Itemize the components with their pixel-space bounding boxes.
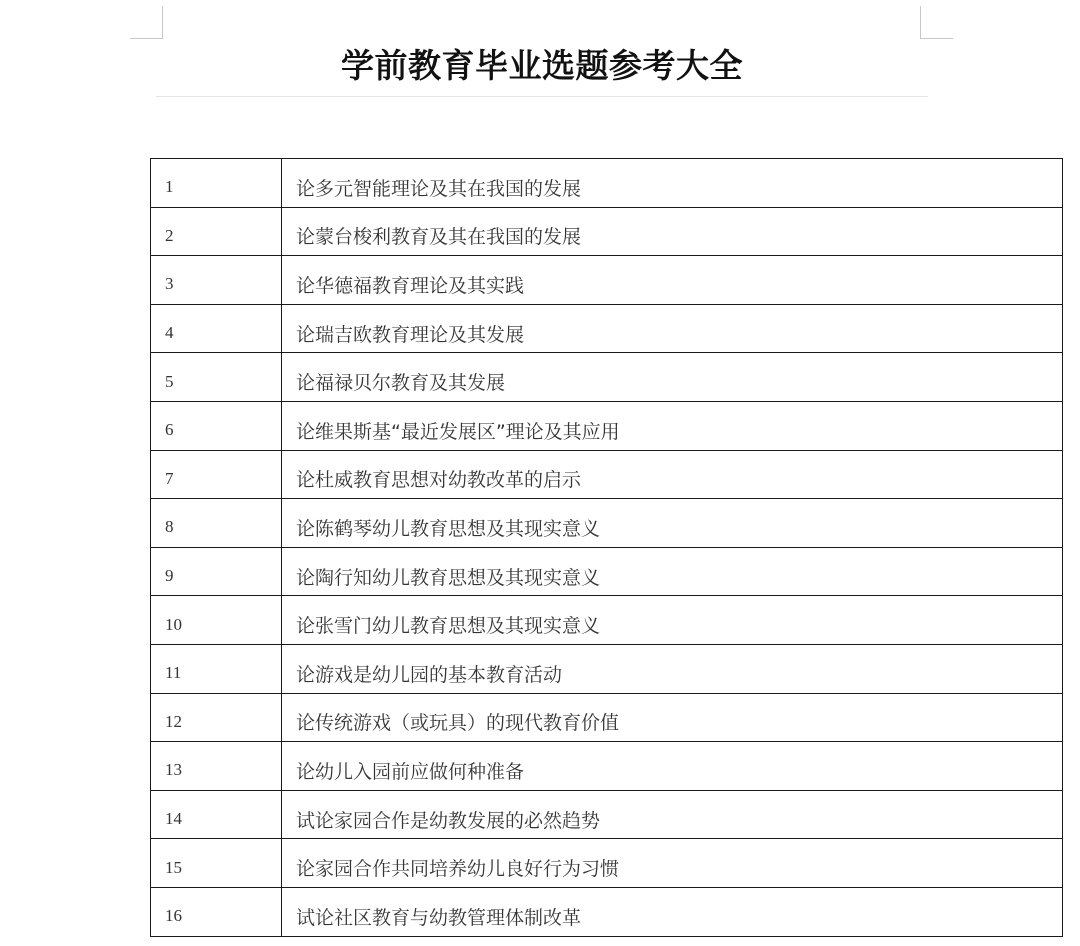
topic-number[interactable]: 8 bbox=[151, 499, 282, 548]
topic-title[interactable]: 论瑞吉欧教育理论及其发展 bbox=[282, 304, 1063, 353]
topic-title[interactable]: 试论家园合作是幼教发展的必然趋势 bbox=[282, 790, 1063, 839]
table-row bbox=[151, 644, 1063, 693]
table-row bbox=[151, 499, 1063, 548]
topic-title[interactable]: 论陈鹤琴幼儿教育思想及其现实意义 bbox=[282, 499, 1063, 548]
topic-number[interactable]: 16 bbox=[151, 887, 282, 936]
table-row bbox=[151, 304, 1063, 353]
table-row bbox=[151, 547, 1063, 596]
topic-title[interactable]: 试论社区教育与幼教管理体制改革 bbox=[282, 887, 1063, 936]
table-row bbox=[151, 596, 1063, 645]
topic-number[interactable]: 2 bbox=[151, 207, 282, 256]
title-divider bbox=[156, 96, 928, 97]
page-corner-mark-top-left bbox=[130, 6, 163, 39]
topic-title[interactable]: 论维果斯基“最近发展区”理论及其应用 bbox=[282, 401, 1063, 450]
topic-title[interactable]: 论陶行知幼儿教育思想及其现实意义 bbox=[282, 547, 1063, 596]
document-title[interactable]: 学前教育毕业选题参考大全 bbox=[341, 46, 743, 85]
topic-number[interactable]: 5 bbox=[151, 353, 282, 402]
topic-number[interactable]: 6 bbox=[151, 401, 282, 450]
topic-number[interactable]: 14 bbox=[151, 790, 282, 839]
topic-title[interactable]: 论华德福教育理论及其实践 bbox=[282, 256, 1063, 305]
topic-title[interactable]: 论家园合作共同培养幼儿良好行为习惯 bbox=[282, 839, 1063, 888]
topic-title[interactable]: 论游戏是幼儿园的基本教育活动 bbox=[282, 644, 1063, 693]
table-row bbox=[151, 401, 1063, 450]
topic-number[interactable]: 15 bbox=[151, 839, 282, 888]
table-row bbox=[151, 693, 1063, 742]
topic-number[interactable]: 3 bbox=[151, 256, 282, 305]
topic-number[interactable]: 4 bbox=[151, 304, 282, 353]
table-row bbox=[151, 159, 1063, 208]
table-row bbox=[151, 887, 1063, 936]
topic-number[interactable]: 7 bbox=[151, 450, 282, 499]
topic-number[interactable]: 12 bbox=[151, 693, 282, 742]
topics-table bbox=[150, 158, 1063, 937]
topic-number[interactable]: 9 bbox=[151, 547, 282, 596]
topic-number[interactable]: 10 bbox=[151, 596, 282, 645]
table-row bbox=[151, 353, 1063, 402]
table-row bbox=[151, 790, 1063, 839]
page-corner-mark-top-right bbox=[920, 6, 953, 39]
topic-title[interactable]: 论传统游戏（或玩具）的现代教育价值 bbox=[282, 693, 1063, 742]
table-row bbox=[151, 839, 1063, 888]
topic-number[interactable]: 11 bbox=[151, 644, 282, 693]
topic-number[interactable]: 1 bbox=[151, 159, 282, 208]
table-row bbox=[151, 207, 1063, 256]
table-row bbox=[151, 450, 1063, 499]
topic-title[interactable]: 论蒙台梭利教育及其在我国的发展 bbox=[282, 207, 1063, 256]
topic-title[interactable]: 论幼儿入园前应做何种准备 bbox=[282, 742, 1063, 791]
topic-title[interactable]: 论杜威教育思想对幼教改革的启示 bbox=[282, 450, 1063, 499]
table-row bbox=[151, 742, 1063, 791]
topic-number[interactable]: 13 bbox=[151, 742, 282, 791]
topic-title[interactable]: 论张雪门幼儿教育思想及其现实意义 bbox=[282, 596, 1063, 645]
table-row bbox=[151, 256, 1063, 305]
topic-title[interactable]: 论多元智能理论及其在我国的发展 bbox=[282, 159, 1063, 208]
topic-title[interactable]: 论福禄贝尔教育及其发展 bbox=[282, 353, 1063, 402]
